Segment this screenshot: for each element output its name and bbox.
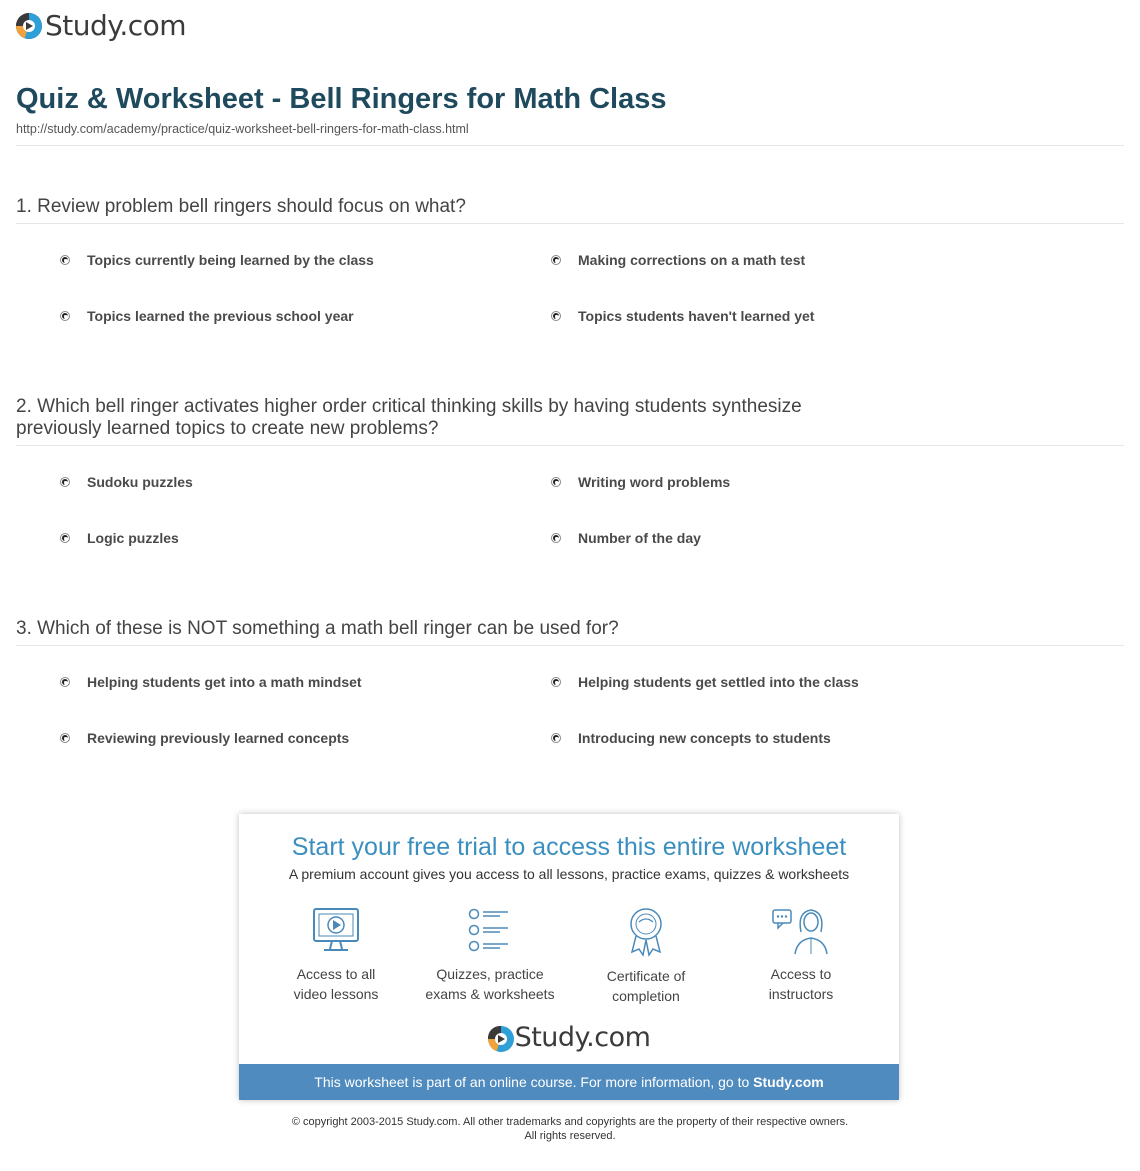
study-link[interactable]: Study.com — [753, 1074, 824, 1090]
cta-subtitle: A premium account gives you access to all lessons, practice exams, quizzes & worksheets — [288, 866, 850, 882]
answer-label: Topics students haven't learned yet — [578, 308, 815, 324]
answer-label: Introducing new concepts to students — [578, 730, 831, 746]
question-2 — [16, 396, 1124, 558]
radio-icon[interactable] — [551, 255, 561, 265]
radio-icon[interactable] — [60, 311, 70, 321]
answer-label: Helping students get into a math mindset — [87, 674, 362, 690]
copyright-text: © copyright 2003-2015 Study.com. All other trademarks and copyrights are the property of their respective owners. — [291, 1116, 849, 1128]
answer-label: Sudoku puzzles — [87, 474, 193, 490]
radio-icon[interactable] — [60, 677, 70, 687]
feature-label: Quizzes, practice exams & worksheets — [425, 966, 555, 1002]
study-logo-icon — [16, 13, 42, 39]
radio-icon[interactable] — [551, 311, 561, 321]
question-3 — [16, 618, 1124, 758]
answer-label: Logic puzzles — [87, 530, 179, 546]
answer-label: Writing word problems — [578, 474, 731, 490]
answer-option[interactable] — [551, 730, 831, 746]
feature-instructors — [726, 906, 876, 1004]
answer-option[interactable] — [551, 474, 730, 490]
feature-quizzes — [415, 906, 565, 1004]
footer — [0, 1115, 1140, 1143]
feature-label: Certificate of completion — [606, 968, 686, 1004]
free-trial-panel[interactable] — [239, 814, 899, 1100]
question-text: 2. Which bell ringer activates higher order critical thinking skills by having students synthesize previously learned topics to create new problems? — [16, 396, 802, 439]
question-text: 1. Review problem bell ringers should focus on what? — [16, 196, 1124, 224]
answer-option[interactable] — [60, 730, 349, 746]
study-logo-icon — [488, 1026, 512, 1050]
answer-label: Number of the day — [578, 530, 701, 546]
logo-text: Study.com — [514, 1022, 651, 1053]
question-1 — [16, 196, 1124, 336]
feature-video-lessons — [261, 906, 411, 1004]
answer-option[interactable] — [60, 252, 374, 268]
logo-text: Study.com — [45, 9, 187, 42]
cta-title[interactable]: Start your free trial to access this entire worksheet — [291, 833, 847, 861]
certificate-icon — [620, 906, 672, 958]
answer-label: Making corrections on a math test — [578, 252, 806, 268]
answer-option[interactable] — [551, 308, 814, 324]
page-title: Quiz & Worksheet - Bell Ringers for Math Class — [16, 83, 667, 115]
answer-label: Topics currently being learned by the class — [87, 252, 374, 268]
radio-icon[interactable] — [551, 677, 561, 687]
radio-icon[interactable] — [60, 477, 70, 487]
answer-option[interactable] — [551, 674, 859, 690]
quiz-list-icon — [464, 906, 516, 956]
answer-option[interactable] — [60, 674, 362, 690]
answer-option[interactable] — [551, 252, 805, 268]
answer-option[interactable] — [60, 530, 179, 546]
instructor-icon — [771, 906, 831, 956]
radio-icon[interactable] — [60, 255, 70, 265]
answer-option[interactable] — [551, 530, 701, 546]
radio-icon[interactable] — [551, 733, 561, 743]
feature-label: Access to instructors — [768, 966, 834, 1002]
answer-label: Reviewing previously learned concepts — [87, 730, 350, 746]
feature-label: Access to all video lessons — [293, 966, 379, 1002]
page-url: http://study.com/academy/practice/quiz-worksheet-bell-ringers-for-math-class.html — [16, 122, 469, 136]
video-lesson-icon — [310, 906, 362, 956]
question-text: 3. Which of these is NOT something a math bell ringer can be used for? — [16, 618, 1124, 646]
answer-label: Helping students get settled into the class — [578, 674, 859, 690]
course-info-bar[interactable] — [239, 1064, 899, 1100]
answer-option[interactable] — [60, 308, 354, 324]
study-logo[interactable] — [239, 1024, 899, 1051]
answer-label: Topics learned the previous school year — [87, 308, 354, 324]
radio-icon[interactable] — [60, 533, 70, 543]
study-logo[interactable] — [16, 10, 186, 42]
radio-icon[interactable] — [551, 477, 561, 487]
answer-option[interactable] — [60, 474, 193, 490]
rights-text: All rights reserved. — [524, 1130, 616, 1142]
radio-icon[interactable] — [551, 533, 561, 543]
radio-icon[interactable] — [60, 733, 70, 743]
feature-certificate — [571, 906, 721, 1006]
bar-text: This worksheet is part of an online course. For more information, go to — [314, 1074, 754, 1090]
divider — [16, 145, 1124, 146]
